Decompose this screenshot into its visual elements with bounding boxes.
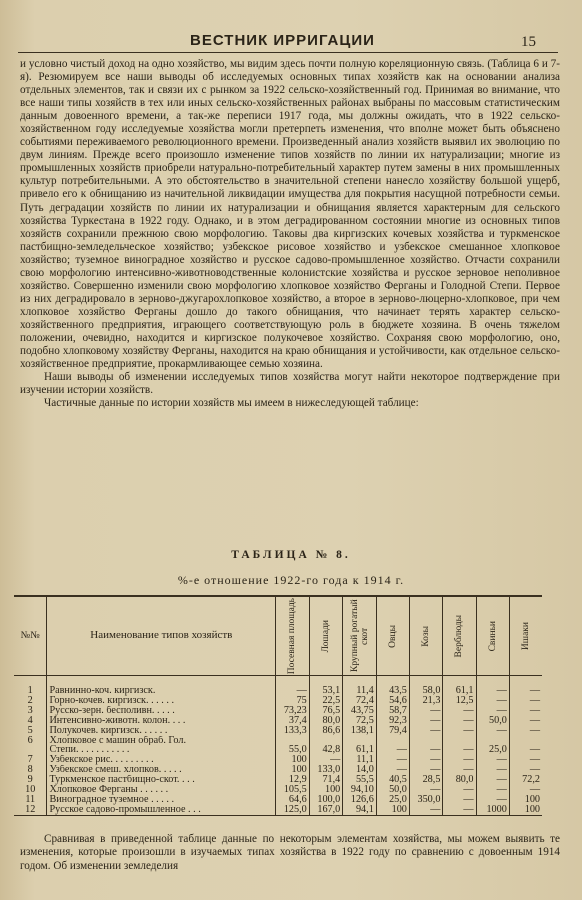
- row-value: 12,9: [276, 775, 310, 785]
- paragraph-2: Наши выводы об изменении исследуемых типов хозяйства могут найти некоторое подтверждение при изучении истории хозяйств.: [20, 371, 560, 397]
- row-value: 126,6: [343, 795, 377, 805]
- header-col: [409, 596, 443, 676]
- row-value: 76,5: [309, 706, 343, 716]
- row-value: —: [376, 765, 409, 775]
- row-value: 100: [376, 805, 409, 815]
- row-value: —: [443, 805, 476, 815]
- row-value: —: [509, 745, 542, 755]
- row-name: Хлопковое с машин обраб. Гол.: [47, 736, 276, 746]
- row-value: 100: [509, 805, 542, 815]
- row-value: 54,6: [376, 696, 409, 706]
- journal-title: ВЕСТНИК ИРРИГАЦИИ: [190, 32, 375, 49]
- row-value: 11,4: [343, 686, 377, 696]
- row-name: Равнинно-коч. киргизск.: [47, 686, 276, 696]
- header-col: [376, 596, 409, 676]
- row-value: 25,0: [376, 795, 409, 805]
- row-value: 92,3: [376, 716, 409, 726]
- row-value: 80,0: [309, 716, 343, 726]
- row-value: 72,4: [343, 696, 377, 706]
- table-subtitle: %-е отношение 1922-го года к 1914 г.: [177, 573, 405, 587]
- row-value: —: [443, 785, 476, 795]
- row-value: —: [509, 755, 542, 765]
- row-value: —: [509, 706, 542, 716]
- row-name: Узбекское рис. . . . . . . . .: [47, 755, 276, 765]
- row-value: —: [409, 785, 443, 795]
- header-col: [443, 596, 476, 676]
- header-col-label: Ишаки: [520, 621, 531, 651]
- row-value: 55,0: [276, 745, 310, 755]
- table-row: [14, 805, 542, 815]
- row-value: —: [509, 716, 542, 726]
- row-number: 1: [27, 685, 33, 696]
- row-value: 350,0: [409, 795, 443, 805]
- row-number: 3: [27, 704, 33, 716]
- row-value: 73,23: [276, 706, 310, 716]
- header-num: №№: [14, 596, 47, 676]
- header-col: [476, 596, 509, 676]
- table-header-row: [14, 596, 542, 676]
- header-col-label: Крупный рогатый скот: [349, 599, 370, 673]
- row-value: —: [476, 726, 509, 736]
- row-value: 100: [276, 765, 310, 775]
- page-number: 15: [521, 34, 536, 50]
- row-value: 100: [309, 785, 343, 795]
- row-value: 40,5: [376, 775, 409, 785]
- row-value: —: [443, 755, 476, 765]
- row-value: 50,0: [476, 716, 509, 726]
- row-value: —: [443, 726, 476, 736]
- row-value: 55,5: [343, 775, 377, 785]
- row-value: —: [443, 745, 476, 755]
- row-value: 11,1: [343, 755, 377, 765]
- row-value: 125,0: [276, 805, 310, 815]
- row-value: 25,0: [476, 745, 509, 755]
- row-value: 1000: [476, 805, 509, 815]
- header-col: [343, 596, 377, 676]
- header-col-label: Овцы: [387, 624, 398, 648]
- row-number: 9: [27, 774, 33, 786]
- row-value: 28,5: [409, 775, 443, 785]
- row-value: —: [476, 686, 509, 696]
- row-value: —: [509, 726, 542, 736]
- header-col: [309, 596, 343, 676]
- row-name: Виноградное туземное . . . . .: [47, 795, 276, 805]
- row-name: Русское садово-промышленное . . .: [47, 805, 276, 815]
- row-value: 37,4: [276, 716, 310, 726]
- row-name: Интенсивно-животн. колон. . . .: [47, 716, 276, 726]
- row-value: 42,8: [309, 745, 343, 755]
- row-name: Степи. . . . . . . . . . .: [47, 745, 276, 755]
- table-title: ТАБЛИЦА № 8.: [231, 549, 351, 561]
- row-value: —: [443, 716, 476, 726]
- header-col-label: Лошади: [321, 619, 331, 653]
- header-col: [509, 596, 542, 676]
- row-value: 21,3: [409, 696, 443, 706]
- row-value: 58,7: [376, 706, 409, 716]
- row-value: 79,4: [376, 726, 409, 736]
- row-value: —: [509, 765, 542, 775]
- row-value: 100: [276, 755, 310, 765]
- row-value: —: [409, 805, 443, 815]
- row-value: —: [276, 686, 310, 696]
- row-value: 94,10: [343, 785, 377, 795]
- row-value: —: [376, 755, 409, 765]
- row-name: Горно-кочев. киргизск. . . . . .: [47, 696, 276, 706]
- row-number: 6: [27, 734, 33, 746]
- row-value: 86,6: [309, 726, 343, 736]
- row-value: 72,5: [343, 716, 377, 726]
- row-value: —: [309, 755, 343, 765]
- row-value: 12,5: [443, 696, 476, 706]
- row-value: 14,0: [343, 765, 377, 775]
- row-value: —: [476, 706, 509, 716]
- row-value: 100: [509, 795, 542, 805]
- row-value: 94,1: [343, 805, 377, 815]
- spacer-cell: [47, 676, 276, 687]
- row-value: 43,5: [376, 686, 409, 696]
- row-value: 50,0: [376, 785, 409, 795]
- row-value: 72,2: [509, 775, 542, 785]
- header-col-label: Верблюды: [454, 614, 465, 658]
- header-col-label: Посевная площадь: [287, 597, 298, 675]
- row-value: —: [476, 785, 509, 795]
- row-value: —: [476, 765, 509, 775]
- row-value: 100,0: [309, 795, 343, 805]
- body-text: [20, 58, 560, 410]
- header-col-label: Козы: [421, 625, 432, 647]
- row-value: 80,0: [443, 775, 476, 785]
- row-value: —: [509, 686, 542, 696]
- row-value: —: [409, 755, 443, 765]
- row-value: 167,0: [309, 805, 343, 815]
- row-value: 133,0: [309, 765, 343, 775]
- after-text: [20, 833, 560, 873]
- row-number: 12: [14, 805, 47, 815]
- row-name: Полукочев. киргизск. . . . . .: [47, 726, 276, 736]
- data-table: [14, 595, 542, 816]
- row-number: 10: [25, 784, 36, 796]
- row-number: 8: [27, 764, 33, 776]
- row-value: 64,6: [276, 795, 310, 805]
- row-value: 58,0: [409, 686, 443, 696]
- row-value: 133,3: [276, 726, 310, 736]
- row-value: —: [476, 795, 509, 805]
- row-value: —: [476, 755, 509, 765]
- row-number: 5: [27, 724, 33, 736]
- paragraph-1: и условно чистый доход на одно хозяйство, мы видим здесь почти полную кореляционную связь. (Таблица 6 и 7-я). Резюмируем все наши выводы об исследуемых основных типах хозяйств как на основании анализа отдельных элементов, так и связи их с рынком за 1922 сельско-хозяйственный год. Принимая во внимание, что все наши типы хозяйств в тех или иных сельско-хозяйственных районах выбраны по массовым статистическим данным довоенного времени, а так-же переписи 1917 года, мы должны ожидать, что в 1922 сельско-хозяйственном году исследуемые хозяйства могли претерпеть изменения, что вполне может быть объяснено событиями переживаемого революционного времени. Произведенный анализ хозяйств выявил их эволюцию по двум линиям. Прежде всего произошло изменение типов хозяйств по линии их натурализации; многие из промышленных хозяйств приобрели натурально-потребительный характер путем замены в них промышленных культур потребительными. А это обстоятельство в значительной степени нанесло хозяйству большой ущерб, привело его к обнищанию из начительной ликвидации имущества для покрытия насущной потребности семьи. Путь деградации хозяйств по линии их натурализации и обнищания является характерным для сельского хозяйства Туркестана в 1922 году. Однако, и в этом деградированном состоянии многие из основных типов хозяйств сохранили прежнюю свою морфологию. Таковы два киргизских кочевых хозяйства и туркменское пастбищно-земледельческое хозяйство; узбекское рисовое хозяйство и узбекское смешанное хлопковое хозяйство; туземное виноградное хозяйство и русское садово-промышленное хозяйство. Отчасти сохранили свою морфологию интенсивно-животноводственные колонистские хозяйства и русское зерновое неполивное хозяйство. Совершенно изменили свою морфологию хлопковое хозяйство Ферганы и Голодной Степи. Первое из них деградировало в зерново-джугарохлопковое хозяйство, а второе в зерново-люцерно-хлопковое, при чем хлопковое хозяйство Ферганы дошло до такого обнищания, что начинает терять характер сельско-хозяйственного предприятия, играющего соответствующую роль в бюджете хозяина. В очень тяжелом положении, очевидно, находится и киргизское полукочевое хозяйство. Сохраняя свою морфологию, оно, подобно хлопковому хозяйству Ферганы, находится на краю обнищания и устойчивости, как отдельное сельско-хозяйственное предприятие, прокармливающее семью хозяина.: [20, 58, 560, 371]
- row-number: 2: [27, 694, 33, 706]
- row-value: 61,1: [443, 686, 476, 696]
- row-value: —: [476, 775, 509, 785]
- row-value: 61,1: [343, 745, 377, 755]
- table-row: [14, 726, 542, 736]
- row-value: —: [443, 706, 476, 716]
- row-value: 105,5: [276, 785, 310, 795]
- row-value: —: [443, 795, 476, 805]
- header-rule: [18, 52, 558, 53]
- row-value: —: [409, 716, 443, 726]
- row-name: Русско-зерн. бесполивн. . . . .: [47, 706, 276, 716]
- table-body: [14, 676, 542, 816]
- row-number: 11: [25, 793, 36, 805]
- paragraph-after: Сравнивая в приведенной таблице данные по некоторым элементам хозяйства, мы можем выявить те изменения, которые произошли в изучаемых типах хозяйства в 1922 году по сравнению с довоенным 1914 годом. Об изменении земледелия: [20, 833, 560, 872]
- row-value: 43,75: [343, 706, 377, 716]
- row-value: —: [509, 785, 542, 795]
- row-value: —: [476, 696, 509, 706]
- row-value: 53,1: [309, 686, 343, 696]
- running-head: [0, 30, 582, 52]
- row-value: —: [443, 765, 476, 775]
- row-value: —: [509, 696, 542, 706]
- header-col-label: Свиньи: [487, 620, 498, 652]
- row-name: Туркменское пастбищно-скот. . . .: [47, 775, 276, 785]
- row-number: 7: [27, 754, 33, 766]
- row-name: Хлопковое Ферганы . . . . . .: [47, 785, 276, 795]
- row-value: 22,5: [309, 696, 343, 706]
- row-number: 4: [27, 714, 33, 726]
- row-value: —: [409, 706, 443, 716]
- row-value: —: [409, 745, 443, 755]
- row-value: —: [409, 765, 443, 775]
- row-value: —: [376, 745, 409, 755]
- paragraph-3: Частичные данные по истории хозяйств мы имеем в нижеследующей таблице:: [44, 397, 419, 410]
- row-value: 71,4: [309, 775, 343, 785]
- row-value: —: [409, 726, 443, 736]
- row-name: Узбекское смеш. хлопков. . . . .: [47, 765, 276, 775]
- header-name: Наименование типов хозяйств: [47, 596, 276, 676]
- header-col: [276, 596, 310, 676]
- row-value: 75: [276, 696, 310, 706]
- row-value: 138,1: [343, 726, 377, 736]
